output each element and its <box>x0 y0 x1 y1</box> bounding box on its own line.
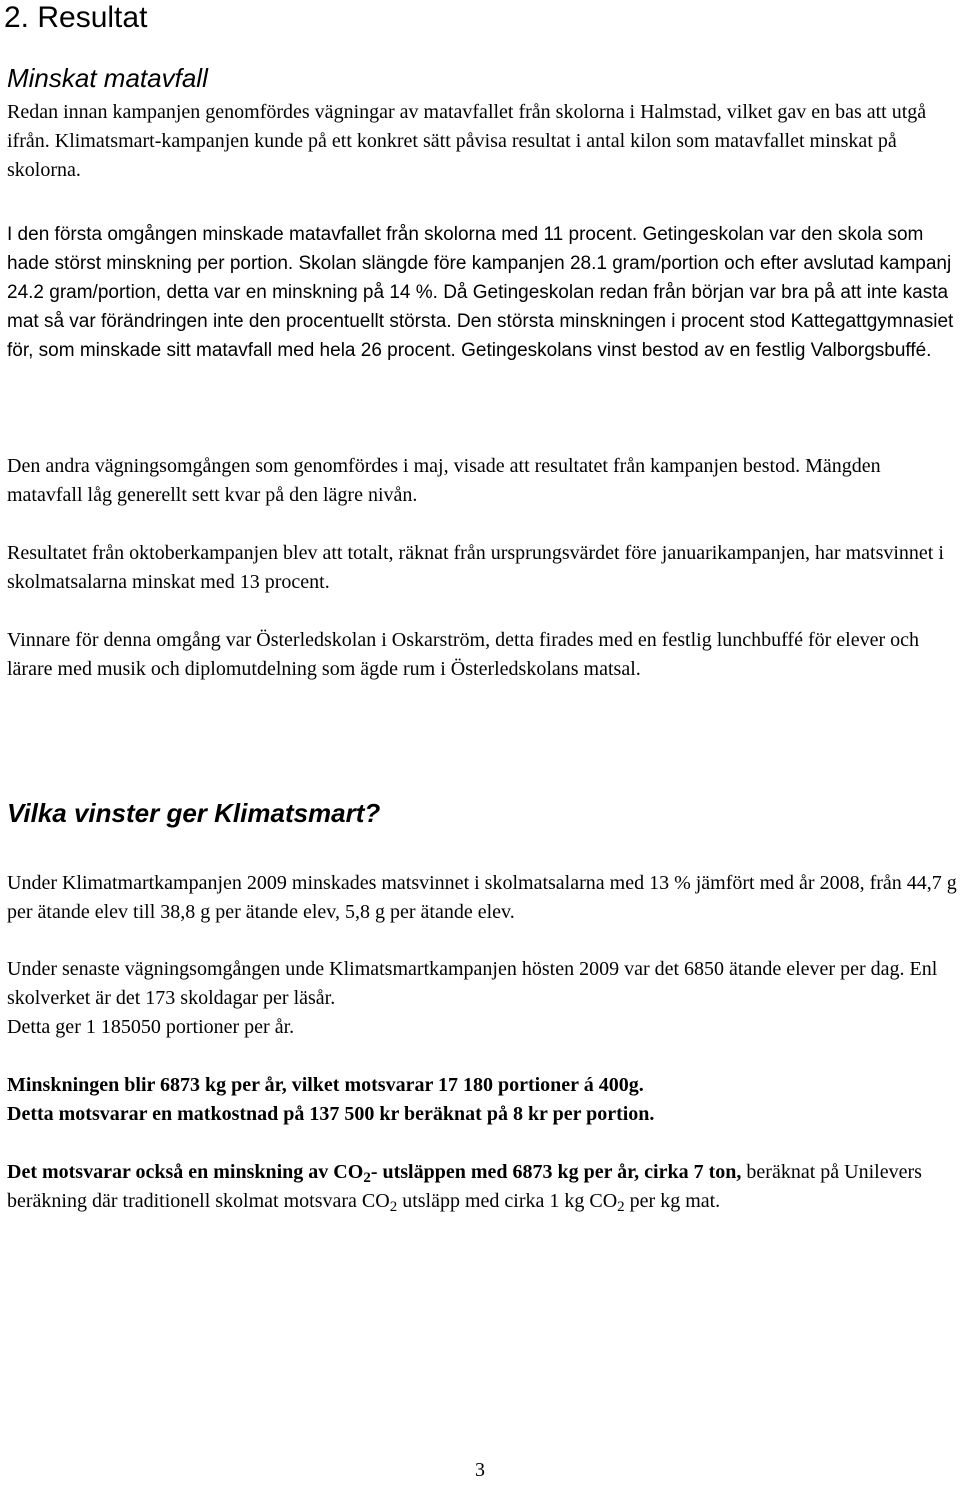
paragraph-second-round: Den andra vägningsomgången som genomfördes i maj, visade att resultatet från kampanjen bestod. Mängden matavfall låg generellt sett kvar på den lägre nivån. <box>7 455 881 506</box>
bold-summary-line-2: Detta motsvarar en matkostnad på 137 500 kr beräknat på 8 kr per portion. <box>7 1103 655 1125</box>
co2-text-c: per kg mat. <box>624 1190 721 1212</box>
paragraph-portions <box>7 955 959 1042</box>
paragraph-winner: Vinnare för denna omgång var Österledskolan i Oskarström, detta firades med en festlig lunchbuffé för elever och lärare med musik och diplomutdelning som ägde rum i Österledskolans matsal. <box>7 629 920 680</box>
paragraph-co2 <box>7 1158 959 1216</box>
paragraph-campaign-2009: Under Klimatmartkampanjen 2009 minskades matsvinnet i skolmatsalarna med 13 % jämfört med år 2008, från 44,7 g per ätande elev till 38,8 g per ätande elev, 5,8 g per ätande elev. <box>7 872 957 923</box>
bold-summary-line-1: Minskningen blir 6873 kg per år, vilket motsvarar 17 180 portioner á 400g. <box>7 1074 644 1096</box>
paragraph-october-result: Resultatet från oktoberkampanjen blev att totalt, räknat från ursprungsvärdet före januarikampanjen, har matsvinnet i skolmatsalarna minskat med 13 procent. <box>7 542 944 593</box>
co2-subscript-b: 2 <box>617 1199 625 1215</box>
subheading-vilka-vinster: Vilka vinster ger Klimatsmart? <box>7 798 381 828</box>
portions-line-2: Detta ger 1 185050 portioner per år. <box>7 1016 295 1038</box>
paragraph-bold-summary <box>7 1071 959 1129</box>
co2-subscript-a: 2 <box>389 1199 398 1215</box>
co2-text-a: beräknat på Unilevers beräkning där traditionell skolmat motsvara CO <box>7 1161 922 1212</box>
section-heading: 2. Resultat <box>4 1 148 34</box>
paragraph-first-round: I den första omgången minskade matavfallet från skolorna med 11 procent. Getingeskolan var den skola som hade störst minskning per portion. Skolan slängde före kampanjen 28.1 gram/portion och efter avslutad kampanj 24.2 gram/portion, detta var en minskning på 14 %. Då Getingeskolan redan från början var bra på att inte kasta mat så var förändringen inte den procentuellt största. Den största minskningen i procent stod Kattegattgymnasiet för, som minskade sitt matavfall med hela 26 procent. Getingeskolans vinst bestod av en festlig Valborgsbuffé. <box>7 224 954 361</box>
co2-bold-b: - utsläppen med 6873 kg per år, cirka 7 ton, <box>370 1161 742 1183</box>
paragraph-intro: Redan innan kampanjen genomfördes vägningar av matavfallet från skolorna i Halmstad, vilket gav en bas att utgå ifrån. Klimatsmart-kampanjen kunde på ett konkret sätt påvisa resultat i antal kilon som matavfallet minskat på skolorna. <box>7 101 927 181</box>
co2-bold-a: Det motsvarar också en minskning av CO <box>7 1161 364 1183</box>
subheading-minskat-matavfall: Minskat matavfall <box>7 63 208 93</box>
co2-bold-subscript: 2 <box>363 1170 371 1186</box>
page-number: 3 <box>475 1459 485 1481</box>
co2-text-b: utsläpp med cirka 1 kg CO <box>397 1190 618 1212</box>
portions-line-1: Under senaste vägningsomgången unde Klimatsmartkampanjen hösten 2009 var det 6850 ätande elever per dag. Enl skolverket är det 173 skoldagar per läsår. <box>7 958 938 1009</box>
